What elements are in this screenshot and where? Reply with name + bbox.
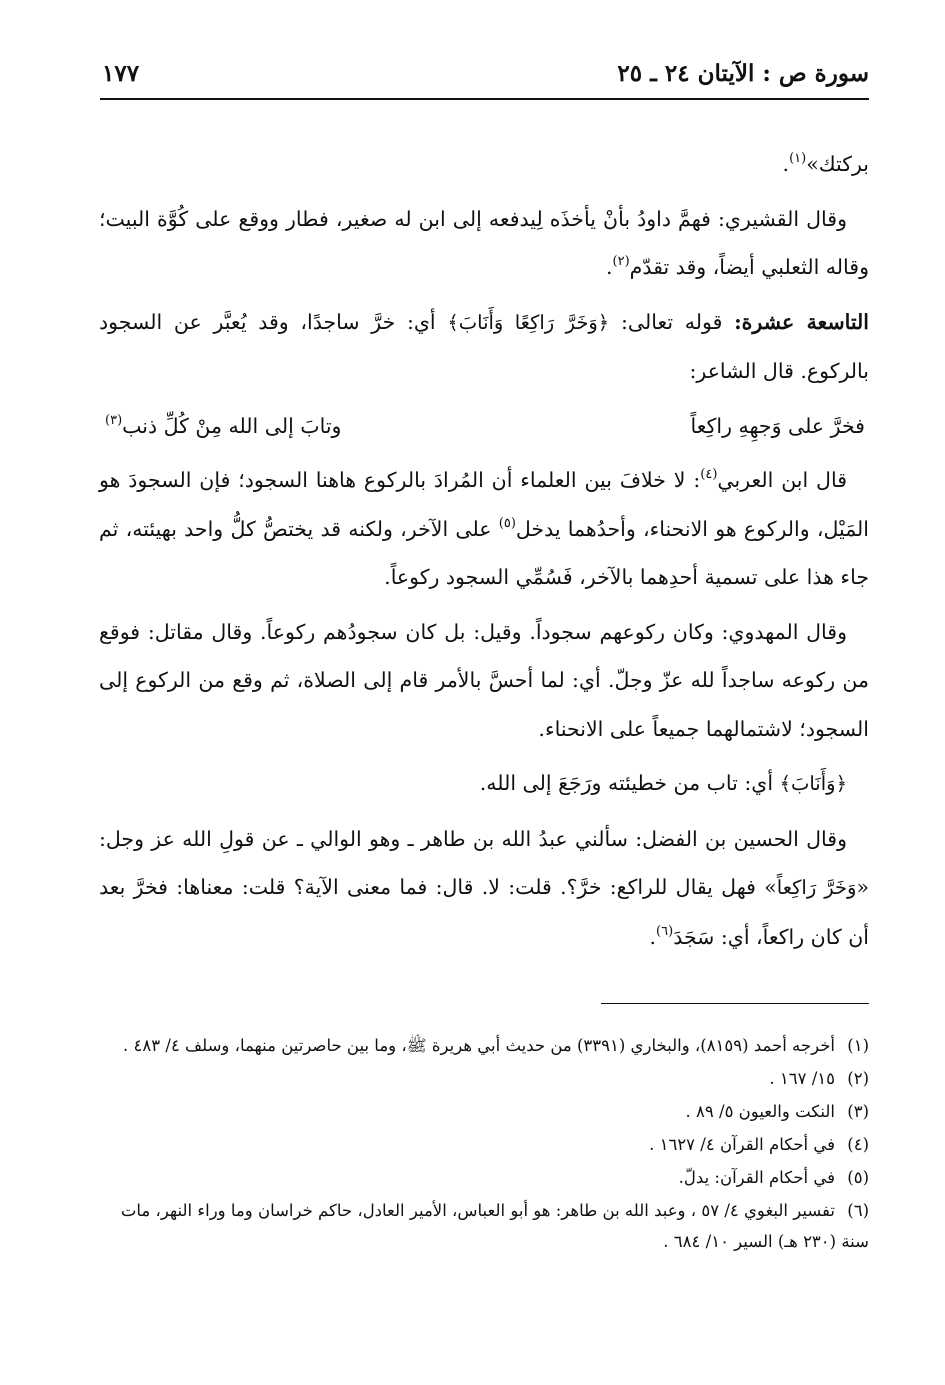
verse-first-hemistich: فخرَّ على وَجهِهِ راكِعاً bbox=[690, 413, 865, 438]
footnote-text: في أحكام القرآن ٤/ ١٦٢٧ . bbox=[649, 1135, 835, 1154]
footnote-number: (٦) bbox=[847, 1201, 869, 1220]
paragraph-text: أي: خرَّ ساجدًا، وقد يُعبَّر عن السجود بالركوع. قال الشاعر: bbox=[99, 309, 869, 383]
footnote bbox=[99, 1063, 869, 1094]
paragraph-text: وقال القشيري: فهمَّ داودُ بأنْ يأخذَه لِيدفعه إلى ابن له صغير، فطار ووقع على كُوَّة البيت؛ وقاله الثعلبي أيضاً، وقد تقدّم bbox=[99, 206, 869, 279]
footnote-separator bbox=[601, 1003, 869, 1004]
quran-quote: وَخَرَّ رَاكِعاً bbox=[776, 876, 857, 899]
paragraph bbox=[99, 815, 869, 962]
footnote-text: ١٥/ ١٦٧ . bbox=[769, 1069, 835, 1088]
paragraph-text: قال ابن العربي bbox=[717, 468, 847, 492]
footnote-number: (١) bbox=[847, 1036, 869, 1055]
footnote-text: في أحكام القرآن: يدلّ. bbox=[678, 1168, 835, 1187]
paragraph bbox=[99, 298, 869, 396]
paragraph bbox=[99, 759, 869, 809]
footnote bbox=[99, 1030, 869, 1061]
footnote-ref: (٦) bbox=[656, 923, 674, 939]
footnote-text: النكت والعيون ٥/ ٨٩ . bbox=[685, 1102, 835, 1121]
main-text bbox=[99, 140, 869, 967]
footnote-ref: (٢) bbox=[612, 254, 630, 269]
poetry-verse bbox=[99, 402, 869, 451]
footnote-number: (٥) bbox=[847, 1168, 869, 1187]
paragraph-text: . bbox=[605, 255, 613, 279]
paragraph-text: . bbox=[649, 924, 657, 949]
footnote-number: (٢) bbox=[847, 1069, 869, 1088]
paragraph-text: . bbox=[782, 152, 790, 176]
paragraph-text: على الآخر، ولكنه قد يختصُّ كلُّ واحد بهيئته، ثم جاء هذا على تسمية أحدِهما بالآخر، فَسُمِّي السجود ركوعاً. bbox=[99, 516, 869, 589]
paragraph-text: وقال المهدوي: وكان ركوعهم سجوداً. وقيل: بل كان سجودُهم ركوعاً. وقال مقاتل: فوقع من ركوعه ساجداً لله عزّ وجلّ. أي: لما أحسَّ بالأمر قام إلى الصلاة، ثم وقع من الركوع إلى السجود؛ لاشتمالهما جميعاً على الانحناء. bbox=[99, 619, 869, 741]
paragraph-text: أي: تاب من خطيئته ورَجَعَ إلى الله. bbox=[479, 771, 780, 795]
quran-quote: ﴿وَأَنَابَ﴾ bbox=[779, 772, 847, 795]
paragraph-text: بركتك» bbox=[806, 152, 869, 176]
paragraph bbox=[99, 195, 869, 292]
running-header bbox=[100, 58, 869, 100]
footnotes bbox=[99, 1030, 869, 1259]
footnote-number: (٣) bbox=[847, 1102, 869, 1121]
quran-quote: ﴿وَخَرَّ رَاكِعًا وَأَنَابَ﴾ bbox=[447, 310, 610, 334]
verse-text: وتابَ إلى الله مِنْ كُلِّ ذنب bbox=[122, 413, 342, 438]
footnote-text: تفسير البغوي ٤/ ٥٧ ، وعبد الله بن طاهر: هو أبو العباس، الأمير العادل، حاكم خراسان وما وراء النهر، مات سنة (٢٣٠ هـ) السير ١٠/ ٦٨٤ . bbox=[120, 1201, 869, 1251]
paragraph-text: » فهل يقال للراكع: خرَّ؟. قلت: لا. قال: فما معنى الآية؟ قلت: معناها: فخرَّ بعد أن كان راكعاً، أي: سَجَدَ bbox=[99, 875, 869, 949]
footnote bbox=[99, 1129, 869, 1160]
footnote-ref: (٣) bbox=[105, 412, 123, 428]
issue-heading: التاسعة عشرة: bbox=[734, 309, 869, 334]
page-number: ١٧٧ bbox=[102, 60, 140, 87]
paragraph bbox=[99, 608, 869, 754]
footnote-ref: (٥) bbox=[498, 515, 516, 531]
footnote bbox=[99, 1195, 869, 1257]
footnote-number: (٤) bbox=[847, 1135, 869, 1154]
paragraph bbox=[99, 140, 869, 189]
footnote-ref: (٤) bbox=[700, 467, 718, 482]
paragraph-text: : لا خلافَ بين العلماء أن المُرادَ بالركوع هاهنا السجود؛ فإن السجودَ هو المَيْل، والركوع هو الانحناء، وأحدُهما يدخل bbox=[99, 468, 869, 541]
running-title: سورة ص : الآيتان ٢٤ ـ ٢٥ bbox=[617, 60, 869, 87]
footnote-text: أخرجه أحمد (٨١٥٩)، والبخاري (٣٣٩١) من حديث أبي هريرة ﷺ، وما بين حاصرتين منهما، وسلف ٤/ ٤٨٣ . bbox=[123, 1036, 835, 1055]
footnote-ref: (١) bbox=[789, 151, 807, 166]
verse-second-hemistich bbox=[105, 402, 341, 451]
footnote bbox=[99, 1096, 869, 1127]
paragraph bbox=[99, 456, 869, 602]
footnote bbox=[99, 1162, 869, 1193]
paragraph-text: وقال الحسين بن الفضل: سألني عبدُ الله بن طاهر ـ وهو الوالي ـ عن قولِ الله عز وجل: « bbox=[99, 826, 869, 899]
paragraph-text: قوله تعالى: bbox=[609, 309, 735, 334]
